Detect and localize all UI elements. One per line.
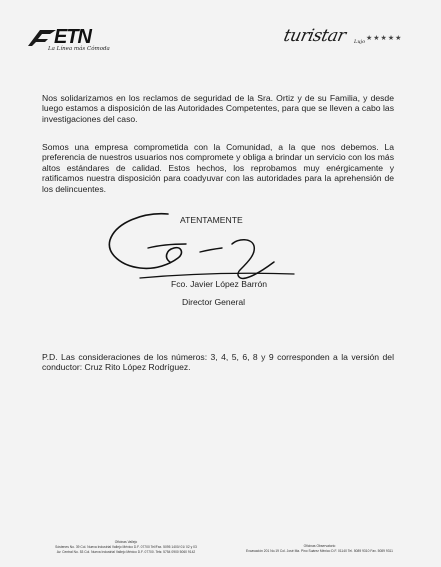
star-rating-icon: ★★★★★ [366,35,403,42]
etn-logo-text: ETN [54,26,91,48]
footer-office-observatorio [212,544,427,554]
paragraph-commitment: Somos una empresa comprometida con la Comunidad, a la que nos debemos. La preferencia de nuestros usuarios nos compromete y obliga a brindar un servicio con los más altos estándares de calidad. Estos hechos, los reprobamos muy enérgicamente y ratificamos nuestra disposición para coadyuvar con las autoridades para la aprehensión de los delincuentes. [42,142,394,194]
paragraph-solidarity: Nos solidarizamos en los reclamos de seguridad de la Sra. Ortiz y de su Familia, y desde luego estamos a disposición de las Autoridades Competentes, para que se lleven a cabo las investigaciones del caso. [42,93,394,124]
postscript: P.D. Las consideraciones de los números: 3, 4, 5, 6, 8 y 9 corresponden a la versión del conductor: Cruz Rito López Rodríguez. [42,352,394,373]
footer-address-line: Sóstenes No. 39 Col. Nueva Industrial Vallejo México D.F. 07700 Tel/Fax. 5095 1400/ 01/ 02 y 03 [55,545,197,549]
etn-logo-tagline: La Línea más Cómoda [48,46,110,52]
footer-address-line: Av. Central No. 53 Col. Nueva Industrial Vallejo México D.F. 07700. Tels: 5754 0900 5060 9142 [56,550,196,554]
footer-heading: Oficinas Observatorio [303,544,336,548]
closing-salutation: ATENTAMENTE [180,215,243,225]
footer-office-vallejo [26,540,226,555]
turistar-logo [281,26,414,52]
turistar-logo-subtitle: Lujo [354,39,366,45]
turistar-logo-text: turistar [281,26,348,46]
signer-name: Fco. Javier López Barrón [171,279,268,289]
footer-address-line: Excavación 201 No.19 Col. José Ma. Pino Suárez México D.F. 01140 Tel. 5089 9310 Fax. 5089 9311 [246,549,393,553]
signer-title: Director General [182,297,246,307]
footer-heading: Oficinas Vallejo [114,540,138,544]
etn-logo [26,26,118,54]
